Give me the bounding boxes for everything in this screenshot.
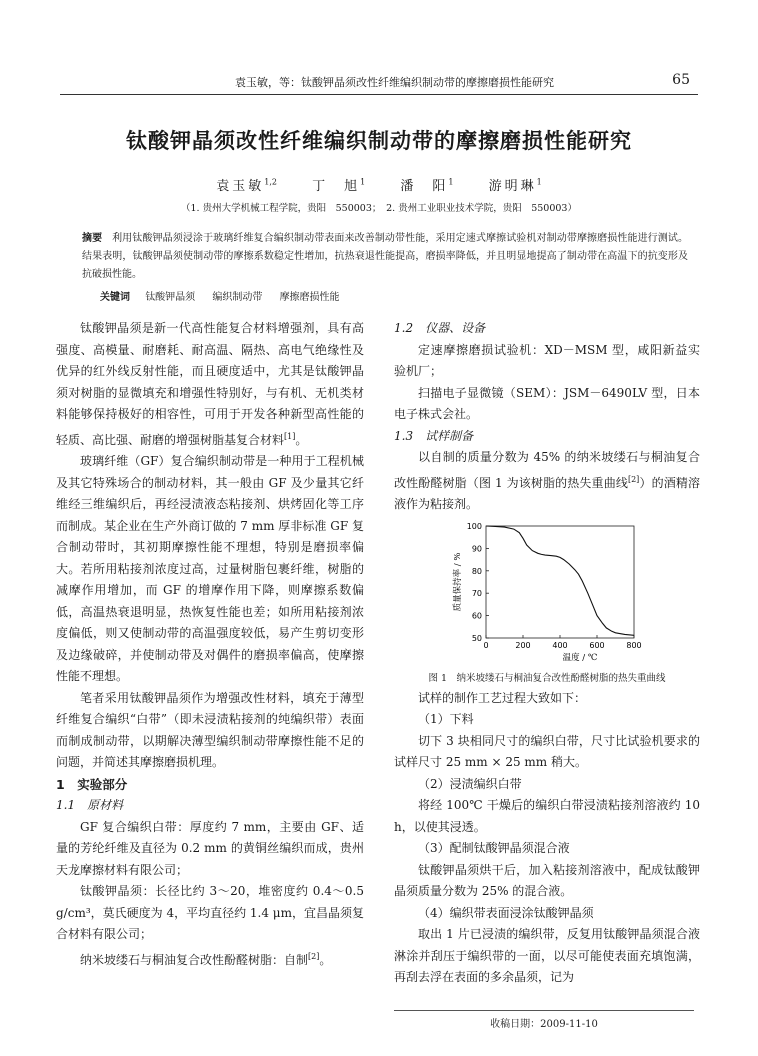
step-heading: （3）配制钛酸钾晶须混合液: [418, 841, 570, 855]
y-tick-label: 90: [471, 543, 482, 553]
right-column: [394, 318, 700, 989]
series-line: [486, 526, 634, 635]
section-heading: 1 实验部分: [56, 776, 128, 792]
x-axis-label: 温度 / ℃: [562, 652, 598, 663]
abstract-text: 利用钛酸钾晶须浸涂于玻璃纤维复合编织制动带表面来改善制动带性能，采用定速式摩擦试验机对制动带摩擦磨损性能进行测试。结果表明，钛酸钾晶须使制动带的摩擦系数稳定性增加，抗热衰退性能提高，磨损率降低，并且明显地提高了制动带在高温下的抗变形及抗破损性能。: [82, 233, 689, 280]
subsection-heading: 1.1 原材料: [56, 798, 124, 812]
paragraph: 钛酸钾晶须烘干后，加入粘接剂溶液中，配成钛酸钾晶须质量分数为 25% 的混合液。: [394, 862, 700, 898]
abstract-label: 摘要: [82, 233, 103, 244]
y-tick-label: 70: [471, 588, 482, 598]
keywords-label: 关键词: [100, 292, 130, 303]
paragraph: 纳米坡缕石与桐油复合改性酚醛树脂：自制[2]。: [80, 951, 332, 967]
page-number: 65: [672, 72, 690, 88]
keyword: 编织制动带: [212, 292, 263, 303]
step-heading: （1）下料: [418, 712, 474, 726]
tga-chart-svg: [394, 520, 700, 670]
running-head: [60, 72, 698, 95]
y-tick-label: 80: [471, 566, 482, 576]
x-tick-label: 400: [552, 640, 568, 650]
y-axis-label: 质量保持率 / %: [453, 552, 463, 611]
paragraph: 切下 3 块相同尺寸的编织白带，尺寸比试验机要求的试样尺寸 25 mm × 25 mm 稍大。: [394, 733, 700, 769]
author: 游明琳$^1$: [488, 177, 542, 194]
paragraph: 取出 1 片已浸渍的编织带，反复用钛酸钾晶须混合液淋涂并刮压于编织带的一面，以尽可能使表面充填饱满，再刮去浮在表面的多余晶须，记为: [394, 927, 700, 984]
y-tick-label: 100: [466, 521, 482, 531]
paragraph: 定速摩擦磨损试验机：XD－MSM 型，咸阳新益实验机厂；: [394, 342, 700, 378]
x-tick-label: 600: [589, 640, 605, 650]
author: 袁玉敏$^{1,2}$: [216, 177, 277, 194]
keyword: 摩擦磨损性能: [279, 292, 340, 303]
running-head-text: 袁玉敏，等：钛酸钾晶须改性纤维编织制动带的摩擦磨损性能研究: [235, 76, 554, 89]
subsection-heading: 1.2 仪器、设备: [394, 321, 486, 335]
paragraph: 将经 100℃ 干燥后的编织白带浸渍粘接剂溶液约 10 h，以使其浸透。: [394, 798, 700, 834]
paragraph: 钛酸钾晶须是新一代高性能复合材料增强剂，具有高强度、高模量、耐磨耗、耐高温、隔热、高电气绝缘性及优异的红外线反射性能，而且硬度适中，尤其是钛酸钾晶须对树脂的显微填充和增强性特别好，与有机、无机类材料能够保持极好的相容性，可用于开发各种新型高性能的轻质、高比强、耐磨的增强树脂基复合材料[1]。: [56, 321, 364, 447]
paragraph: 钛酸钾晶须：长径比约 3～20，堆密度约 0.4～0.5 g/cm³，莫氏硬度为 4，平均直径约 1.4 μm，宜昌晶须复合材料有限公司；: [56, 884, 364, 941]
author: 潘 阳$^1$: [400, 177, 454, 194]
author: 丁 旭$^1$: [312, 177, 366, 194]
affiliations: （1. 贵州大学机械工程学院，贵阳 550003； 2. 贵州工业职业技术学院，贵阳 550003）: [181, 203, 577, 214]
y-tick-label: 50: [471, 633, 482, 643]
paragraph: 玻璃纤维（GF）复合编织制动带是一种用于工程机械及其它特殊场合的制动材料，其一般由 GF 及少量其它纤维经三维编织后，再经浸渍液态粘接剂、烘烤固化等工序而制成。某企业在生产外商订做的 7 mm 厚非标准 GF 复合制动带时，其初期摩擦性能不理想，特别是磨损率偏大。若所用粘接剂浓度过高，过量树脂包裹纤维，树脂的减摩作用增加，而 GF 的增摩作用下降，则摩擦系数偏低，高温热衰退明显，热恢复性能也差；如所用粘接剂浓度偏低，则又使制动带的高温强度较低，易产生剪切变形及边缘破碎，并使制动带及对偶件的磨损率偏高，使摩擦性能不理想。: [56, 454, 364, 683]
abstract: [82, 230, 688, 284]
figure-1-chart: [394, 520, 700, 670]
subsection-heading: 1.3 试样制备: [394, 428, 474, 443]
paragraph: 扫描电子显微镜（SEM）：JSM－6490LV 型，日本电子株式会社。: [394, 385, 700, 421]
x-tick-label: 800: [626, 640, 642, 650]
paragraph: GF 复合编织白带：厚度约 7 mm，主要由 GF、适量的芳纶纤维及直径为 0.2 mm 的黄铜丝编织而成，贵州天龙摩擦材料有限公司；: [56, 819, 364, 877]
paragraph: 试样的制作工艺过程大致如下：: [418, 690, 587, 705]
figure-caption: 图 1 纳米坡缕石与桐油复合改性酚醛树脂的热失重曲线: [428, 672, 666, 684]
paragraph: 以自制的质量分数为 45% 的纳米坡缕石与桐油复合改性酚醛树脂（图 1 为该树脂的热失重曲线[2]）的酒精溶液作为粘接剂。: [394, 450, 700, 511]
author-list: [0, 175, 758, 194]
received-date: 收稿日期：2009-11-10: [394, 1010, 694, 1030]
y-tick-label: 60: [471, 611, 482, 621]
keywords: [100, 288, 354, 303]
x-tick-label: 0: [483, 640, 489, 650]
keyword: 钛酸钾晶须: [145, 292, 196, 303]
plot-frame: [486, 526, 634, 638]
left-column: [56, 318, 364, 971]
x-tick-label: 200: [515, 640, 531, 650]
paper-title: 钛酸钾晶须改性纤维编织制动带的摩擦磨损性能研究: [126, 129, 632, 153]
step-heading: （4）编织带表面浸涂钛酸钾晶须: [418, 905, 594, 920]
paragraph: 笔者采用钛酸钾晶须作为增强改性材料，填充于薄型纤维复合编织“白带”（即未浸渍粘接剂的纯编织带）表面而制成制动带，以期解决薄型编织制动带摩擦性能不足的问题，并简述其摩擦磨损机理。: [56, 690, 364, 769]
step-heading: （2）浸渍编织白带: [418, 776, 522, 791]
